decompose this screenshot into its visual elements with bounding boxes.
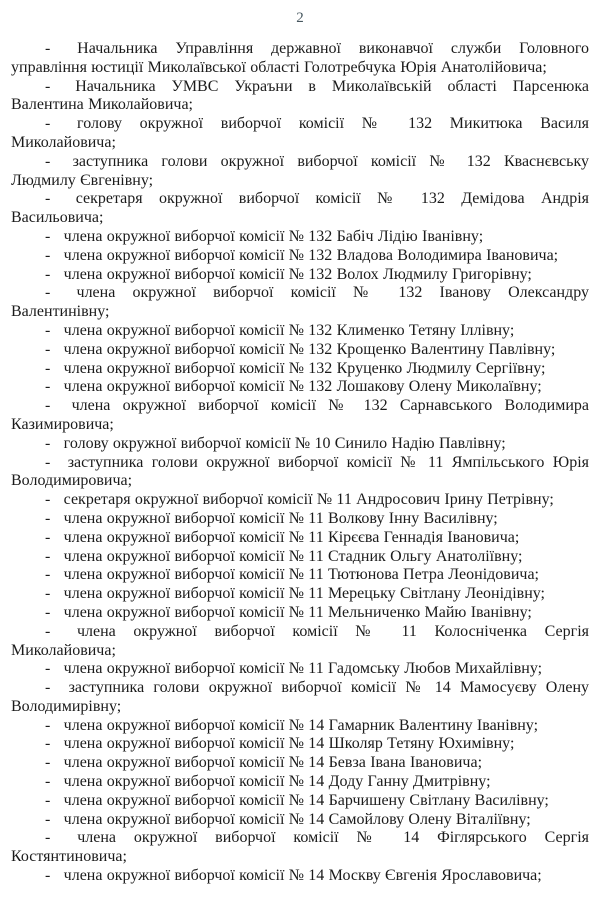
- item-first-line: [11, 454, 589, 473]
- list-item: [11, 115, 589, 153]
- dash-marker: -: [45, 40, 51, 57]
- list-item: [11, 40, 589, 78]
- item-text: члена окружної виборчої комісії № 14 Школяр Тетяну Юхимівну;: [63, 735, 515, 753]
- list-item: [11, 585, 589, 604]
- item-text: члена окружної виборчої комісії № 11 Волкову Інну Василівну;: [63, 509, 498, 527]
- list-item: [11, 266, 589, 285]
- dash-marker: -: [45, 265, 51, 283]
- dash-marker: -: [45, 829, 51, 847]
- item-continuation: Костянтиновича;: [11, 848, 127, 866]
- list-item: [11, 284, 589, 322]
- item-first-line: [11, 529, 589, 548]
- item-first-line: [11, 378, 589, 397]
- item-text: секретаря окружної виборчої комісії № 11 Андросович Ірину Петрівну;: [63, 491, 554, 509]
- dash-marker: -: [45, 566, 51, 584]
- item-text: члена окружної виборчої комісії № 132 Владова Володимира Івановича;: [63, 246, 559, 264]
- item-text: заступника голови окружної виборчої комісії № 14 Мамосуєву Олену: [68, 679, 590, 697]
- dash-marker: -: [45, 77, 51, 95]
- list-item: [11, 660, 589, 679]
- item-continuation: Валентинівну;: [11, 303, 110, 321]
- item-first-line: [11, 397, 589, 416]
- item-text: голову окружної виборчої комісії № 10 Синило Надію Павлівну;: [63, 434, 506, 452]
- item-text: члена окружної виборчої комісії № 132 Бабіч Лідію Іванівну;: [63, 227, 484, 245]
- item-first-line: [11, 153, 589, 172]
- dash-marker: -: [45, 340, 51, 358]
- item-text: Начальника Управління державної виконавчої служби Головного: [77, 40, 589, 57]
- item-text: члена окружної виборчої комісії № 14 Барчишену Світлану Василівну;: [63, 791, 549, 809]
- item-first-line: [11, 322, 589, 341]
- list-item: [11, 829, 589, 867]
- dash-marker: -: [45, 810, 51, 828]
- list-item: [11, 623, 589, 661]
- dash-marker: -: [45, 867, 51, 885]
- list-item: [11, 341, 589, 360]
- item-text: члена окружної виборчої комісії № 132 Лошакову Олену Миколаївну;: [63, 378, 542, 396]
- dash-marker: -: [45, 622, 51, 640]
- item-first-line: [11, 284, 589, 303]
- item-text: члена окружної виборчої комісії № 14 Самойлову Олену Віталіївну;: [63, 810, 531, 828]
- dash-marker: -: [45, 378, 51, 396]
- item-text: члена окружної виборчої комісії № 14 Гамарник Валентину Іванівну;: [63, 716, 539, 734]
- dash-marker: -: [45, 735, 51, 753]
- dash-marker: -: [45, 791, 51, 809]
- list-item: [11, 735, 589, 754]
- item-text: члена окружної виборчої комісії № 14 Бевза Івана Івановича;: [63, 754, 483, 772]
- dash-marker: -: [45, 321, 51, 339]
- dash-marker: -: [45, 227, 51, 245]
- item-continuation: Володимирівну;: [11, 697, 122, 715]
- list-item: [11, 604, 589, 623]
- dash-marker: -: [45, 453, 51, 471]
- dash-marker: -: [45, 585, 51, 603]
- item-text: Начальника УМВС Украъни в Миколаївській області Парсенюка: [75, 77, 589, 95]
- list-item: [11, 435, 589, 454]
- item-text: члена окружної виборчої комісії № 132 Крощенко Валентину Павлівну;: [63, 340, 556, 358]
- list-item: [11, 397, 589, 435]
- item-text: члена окружної виборчої комісії № 11 Гадомську Любов Михайлівну;: [63, 660, 543, 678]
- dash-marker: -: [45, 773, 51, 791]
- dash-marker: -: [45, 528, 51, 546]
- dash-marker: -: [45, 547, 51, 565]
- dash-marker: -: [45, 284, 51, 302]
- list-item: [11, 566, 589, 585]
- list-item: [11, 78, 589, 116]
- item-first-line: [11, 360, 589, 379]
- item-first-line: [11, 548, 589, 567]
- item-text: члена окружної виборчої комісії № 11 Кірєєва Геннадія Івановича;: [63, 528, 520, 546]
- item-first-line: [11, 754, 589, 773]
- item-continuation: Миколайовича;: [11, 641, 116, 659]
- list-item: [11, 867, 589, 886]
- item-first-line: [11, 773, 589, 792]
- item-text: заступника голови окружної виборчої комісії № 11 Ямпільського Юрія: [67, 453, 589, 471]
- list-item: [11, 247, 589, 266]
- list-item: [11, 228, 589, 247]
- list-item: [11, 717, 589, 736]
- item-first-line: [11, 341, 589, 360]
- dash-marker: -: [45, 152, 51, 170]
- item-first-line: [11, 829, 589, 848]
- list-item: [11, 529, 589, 548]
- item-first-line: [11, 190, 589, 209]
- list-item: [11, 378, 589, 397]
- dash-marker: -: [45, 359, 51, 377]
- item-text: члена окружної виборчої комісії № 14 Москву Євгенія Ярославовича;: [63, 867, 542, 885]
- list-item: [11, 792, 589, 811]
- item-continuation: управління юстиції Миколаївської області Голотребчука Юрія Анатолійовича;: [11, 58, 547, 76]
- item-text: члена окружної виборчої комісії № 14 Фіглярського Сергія: [77, 829, 590, 847]
- item-continuation: Людмилу Євгенівну;: [11, 171, 154, 189]
- dash-marker: -: [45, 603, 51, 621]
- item-continuation: Володимировича;: [11, 472, 133, 490]
- item-text: члена окружної виборчої комісії № 132 Волох Людмилу Григорівну;: [63, 265, 532, 283]
- item-first-line: [11, 623, 589, 642]
- item-continuation: Казимировича;: [11, 415, 114, 433]
- list-item: [11, 190, 589, 228]
- item-text: голову окружної виборчої комісії № 132 Микитюка Василя: [77, 115, 589, 133]
- list-item: [11, 322, 589, 341]
- item-text: члена окружної виборчої комісії № 132 Іванову Олександру: [76, 284, 589, 302]
- dash-marker: -: [45, 190, 51, 208]
- item-first-line: [11, 435, 589, 454]
- list-item: [11, 679, 589, 717]
- item-text: секретаря окружної виборчої комісії № 132 Демідова Андрія: [75, 190, 590, 208]
- page-number: 2: [296, 10, 304, 26]
- item-first-line: [11, 604, 589, 623]
- list-item: [11, 548, 589, 567]
- item-text: члена окружної виборчої комісії № 132 Сарнавського Володимира: [71, 397, 589, 415]
- item-text: члена окружної виборчої комісії № 11 Мерецьку Світлану Леонідівну;: [63, 585, 545, 603]
- item-first-line: [11, 247, 589, 266]
- item-first-line: [11, 266, 589, 285]
- item-first-line: [11, 679, 589, 698]
- document-body: [11, 40, 589, 886]
- item-text: члена окружної виборчої комісії № 11 Колосніченка Сергія: [76, 622, 589, 640]
- dash-marker: -: [45, 754, 51, 772]
- list-item: [11, 811, 589, 830]
- item-continuation: Валентина Миколайовича;: [11, 96, 193, 114]
- dash-marker: -: [45, 115, 51, 133]
- item-text: члена окружної виборчої комісії № 11 Стадник Ольгу Анатоліївну;: [63, 547, 523, 565]
- item-continuation: Васильовича;: [11, 209, 104, 227]
- item-first-line: [11, 867, 589, 886]
- item-text: члена окружної виборчої комісії № 11 Мельниченко Майю Іванівну;: [63, 603, 532, 621]
- item-text: члена окружної виборчої комісії № 14 Доду Ганну Дмитрівну;: [63, 773, 491, 791]
- dash-marker: -: [45, 434, 51, 452]
- item-first-line: [11, 660, 589, 679]
- dash-marker: -: [45, 716, 51, 734]
- item-text: члена окружної виборчої комісії № 132 Круценко Людмилу Сергіївну;: [63, 359, 546, 377]
- item-first-line: [11, 566, 589, 585]
- list-item: [11, 510, 589, 529]
- dash-marker: -: [45, 491, 51, 509]
- item-first-line: [11, 115, 589, 134]
- dash-marker: -: [45, 679, 51, 697]
- item-first-line: [11, 811, 589, 830]
- item-first-line: [11, 585, 589, 604]
- item-first-line: [11, 40, 589, 59]
- list-item: [11, 773, 589, 792]
- item-first-line: [11, 792, 589, 811]
- dash-marker: -: [45, 509, 51, 527]
- item-continuation: Миколайовича;: [11, 133, 116, 151]
- item-text: члена окружної виборчої комісії № 132 Клименко Тетяну Іллівну;: [63, 321, 515, 339]
- item-text: члена окружної виборчої комісії № 11 Тютюнова Петра Леонідовича;: [63, 566, 539, 584]
- item-first-line: [11, 228, 589, 247]
- list-item: [11, 360, 589, 379]
- dash-marker: -: [45, 660, 51, 678]
- item-first-line: [11, 735, 589, 754]
- list-item: [11, 153, 589, 191]
- item-first-line: [11, 510, 589, 529]
- dash-marker: -: [45, 397, 51, 415]
- item-first-line: [11, 491, 589, 510]
- dash-marker: -: [45, 246, 51, 264]
- item-first-line: [11, 78, 589, 97]
- list-item: [11, 491, 589, 510]
- list-item: [11, 454, 589, 492]
- list-item: [11, 754, 589, 773]
- item-text: заступника голови окружної виборчої комісії № 132 Кваснєвську: [72, 152, 589, 170]
- item-first-line: [11, 717, 589, 736]
